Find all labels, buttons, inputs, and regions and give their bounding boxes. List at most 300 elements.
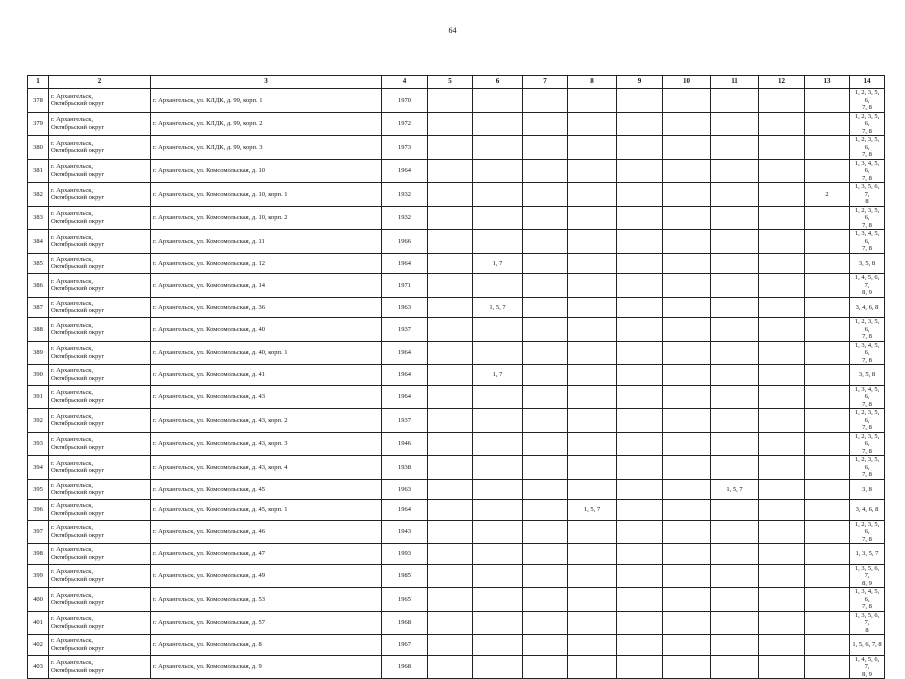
- column-9-cell: [617, 544, 663, 565]
- column-9-cell: [617, 520, 663, 544]
- location-district: Октябрьский округ: [51, 666, 105, 674]
- column-12-cell: [759, 297, 805, 318]
- column-10-cell: [663, 385, 711, 409]
- column-7-cell: [523, 206, 568, 230]
- table-row: [28, 253, 885, 274]
- column-7-cell: [523, 159, 568, 183]
- header-row: [28, 76, 885, 89]
- location-cell: [49, 206, 151, 230]
- table-row: [28, 479, 885, 500]
- column-12-cell: [759, 564, 805, 588]
- column-9-cell: [617, 112, 663, 136]
- column-11-cell: [711, 655, 759, 679]
- column-7-cell: [523, 136, 568, 160]
- location-cell: [49, 432, 151, 456]
- table-row: [28, 365, 885, 386]
- column-9-cell: [617, 635, 663, 656]
- column-6-cell: [473, 409, 523, 433]
- column-14-line-1: 3, 5, 8: [858, 371, 876, 378]
- column-6-cell: [473, 318, 523, 342]
- location-cell: [49, 544, 151, 565]
- row-number: 394: [28, 456, 49, 480]
- table-row: [28, 318, 885, 342]
- address-cell: г. Архангельск, ул. Комсомольская, д. 53: [151, 588, 382, 612]
- page-number: 64: [448, 26, 457, 35]
- column-14-line-2: 7, 8: [862, 447, 872, 455]
- year-cell: 1964: [382, 385, 428, 409]
- column-9-cell: [617, 500, 663, 521]
- location-cell: [49, 479, 151, 500]
- column-9-cell: [617, 588, 663, 612]
- column-10-cell: [663, 297, 711, 318]
- column-14-line-2: 8, 9: [862, 289, 872, 296]
- column-7-cell: [523, 456, 568, 480]
- year-cell: 1938: [382, 456, 428, 480]
- column-7-cell: [523, 183, 568, 207]
- column-7-cell: [523, 230, 568, 254]
- location-city: г. Архангельск,: [51, 591, 93, 599]
- column-14-cell: [850, 564, 885, 588]
- table-row: [28, 89, 885, 113]
- location-district: Октябрьский округ: [51, 241, 105, 249]
- location-district: Октябрьский округ: [51, 553, 105, 561]
- column-14-line-2: 7, 8: [862, 104, 872, 111]
- column-10-cell: [663, 456, 711, 480]
- column-14-cell: [850, 588, 885, 612]
- column-9-cell: [617, 479, 663, 500]
- column-8-cell: [568, 183, 617, 207]
- column-12-cell: [759, 409, 805, 433]
- row-number: 381: [28, 159, 49, 183]
- column-8-cell: [568, 456, 617, 480]
- column-11-cell: [711, 520, 759, 544]
- column-8-cell: [568, 159, 617, 183]
- location-cell: [49, 611, 151, 635]
- address-cell: г. Архангельск, ул. КЛДК, д. 99, корп. 2: [151, 112, 382, 136]
- location-city: г. Архангельск,: [51, 255, 93, 263]
- column-14-line-2: 7, 8: [862, 221, 872, 229]
- column-7-cell: [523, 564, 568, 588]
- column-9-cell: [617, 655, 663, 679]
- table-row: [28, 655, 885, 679]
- location-city: г. Архангельск,: [51, 502, 93, 510]
- location-city: г. Архангельск,: [51, 367, 93, 375]
- column-14-cell: [850, 89, 885, 113]
- address-cell: г. Архангельск, ул. Комсомольская, д. 11: [151, 230, 382, 254]
- column-8-cell: [568, 432, 617, 456]
- location-district: Октябрьский округ: [51, 352, 105, 360]
- column-10-cell: [663, 112, 711, 136]
- location-cell: [49, 456, 151, 480]
- column-13-cell: [805, 611, 850, 635]
- address-cell: г. Архангельск, ул. КЛДК, д. 99, корп. 1: [151, 89, 382, 113]
- column-6-cell: [473, 479, 523, 500]
- location-city: г. Архангельск,: [51, 233, 93, 241]
- column-5-cell: [428, 89, 473, 113]
- column-7-cell: [523, 611, 568, 635]
- column-10-cell: [663, 564, 711, 588]
- column-header: 12: [759, 76, 805, 89]
- column-5-cell: [428, 655, 473, 679]
- column-14-line-2: 8: [865, 198, 869, 205]
- column-12-cell: [759, 365, 805, 386]
- column-10-cell: [663, 159, 711, 183]
- column-11-cell: [711, 564, 759, 588]
- column-6-cell: [473, 112, 523, 136]
- column-14-cell: [850, 479, 885, 500]
- column-14-line-1: 3, 5, 8: [858, 259, 876, 267]
- column-14-line-2: 7, 8: [862, 333, 872, 340]
- column-13-cell: [805, 274, 850, 298]
- year-cell: 1964: [382, 500, 428, 521]
- column-14-line-1: 1, 3, 5, 6, 7,: [854, 183, 880, 198]
- column-9-cell: [617, 409, 663, 433]
- column-8-cell: [568, 318, 617, 342]
- column-6-cell: [473, 520, 523, 544]
- column-14-cell: [850, 159, 885, 183]
- location-district: Октябрьский округ: [51, 644, 105, 652]
- location-cell: [49, 274, 151, 298]
- column-10-cell: [663, 544, 711, 565]
- location-district: Октябрьский округ: [51, 329, 105, 337]
- column-7-cell: [523, 588, 568, 612]
- column-header: 2: [49, 76, 151, 89]
- column-11-cell: [711, 159, 759, 183]
- column-11-cell: [711, 136, 759, 160]
- column-14-line-1: 3, 4, 6, 8: [855, 303, 879, 311]
- column-5-cell: [428, 341, 473, 365]
- column-13-cell: [805, 159, 850, 183]
- year-cell: 1968: [382, 611, 428, 635]
- column-7-cell: [523, 253, 568, 274]
- row-number: 385: [28, 253, 49, 274]
- location-district: Октябрьский округ: [51, 420, 105, 428]
- column-14-cell: [850, 432, 885, 456]
- column-13-cell: [805, 230, 850, 254]
- column-10-cell: [663, 89, 711, 113]
- column-8-cell: [568, 112, 617, 136]
- column-14-line-1: 1, 2, 3, 5, 6,: [854, 409, 880, 424]
- location-district: Октябрьский округ: [51, 531, 105, 539]
- column-6-cell: [473, 544, 523, 565]
- table-row: [28, 432, 885, 456]
- column-11-cell: [711, 409, 759, 433]
- column-9-cell: [617, 365, 663, 386]
- column-6-cell: [473, 341, 523, 365]
- column-14-cell: [850, 500, 885, 521]
- column-8-cell: [568, 206, 617, 230]
- column-14-line-2: 7, 8: [862, 127, 872, 135]
- column-13-cell: [805, 206, 850, 230]
- column-6-cell: 1, 7: [473, 253, 523, 274]
- column-13-cell: [805, 89, 850, 113]
- location-city: г. Архангельск,: [51, 546, 93, 554]
- column-5-cell: [428, 456, 473, 480]
- column-7-cell: [523, 655, 568, 679]
- column-11-cell: [711, 274, 759, 298]
- column-14-line-1: 1, 3, 4, 5, 6,: [854, 385, 880, 400]
- column-13-cell: 2: [805, 183, 850, 207]
- column-12-cell: [759, 544, 805, 565]
- column-7-cell: [523, 365, 568, 386]
- row-number: 390: [28, 365, 49, 386]
- location-district: Октябрьский округ: [51, 100, 105, 108]
- column-5-cell: [428, 635, 473, 656]
- column-header: 8: [568, 76, 617, 89]
- column-11-cell: [711, 456, 759, 480]
- column-14-cell: [850, 611, 885, 635]
- column-10-cell: [663, 409, 711, 433]
- column-14-line-1: 1, 4, 5, 6, 7,: [854, 655, 880, 670]
- column-10-cell: [663, 479, 711, 500]
- location-cell: [49, 635, 151, 656]
- row-number: 384: [28, 230, 49, 254]
- column-11-cell: [711, 230, 759, 254]
- column-11-cell: [711, 385, 759, 409]
- column-8-cell: 1, 5, 7: [568, 500, 617, 521]
- column-6-cell: [473, 274, 523, 298]
- column-14-cell: [850, 297, 885, 318]
- location-city: г. Архангельск,: [51, 659, 93, 667]
- table-row: [28, 385, 885, 409]
- location-city: г. Архангельск,: [51, 139, 93, 147]
- column-12-cell: [759, 253, 805, 274]
- column-8-cell: [568, 385, 617, 409]
- column-5-cell: [428, 479, 473, 500]
- column-13-cell: [805, 520, 850, 544]
- column-11-cell: [711, 297, 759, 318]
- address-cell: г. Архангельск, ул. Комсомольская, д. 14: [151, 274, 382, 298]
- year-cell: 1965: [382, 588, 428, 612]
- column-9-cell: [617, 611, 663, 635]
- column-10-cell: [663, 341, 711, 365]
- column-14-line-2: 8: [865, 626, 869, 634]
- column-8-cell: [568, 89, 617, 113]
- column-7-cell: [523, 318, 568, 342]
- column-14-cell: [850, 274, 885, 298]
- column-header: 13: [805, 76, 850, 89]
- column-7-cell: [523, 544, 568, 565]
- column-14-cell: [850, 230, 885, 254]
- column-6-cell: [473, 611, 523, 635]
- column-14-line-1: 1, 3, 4, 5, 6,: [854, 341, 880, 356]
- column-12-cell: [759, 456, 805, 480]
- table-row: [28, 611, 885, 635]
- column-12-cell: [759, 136, 805, 160]
- column-5-cell: [428, 206, 473, 230]
- column-14-line-1: 1, 2, 3, 5, 6,: [854, 432, 880, 447]
- table-row: [28, 409, 885, 433]
- column-11-cell: [711, 432, 759, 456]
- column-6-cell: [473, 456, 523, 480]
- column-14-line-1: 1, 2, 3, 5, 6,: [854, 206, 880, 221]
- column-13-cell: [805, 432, 850, 456]
- column-14-line-2: 7, 8: [862, 356, 872, 364]
- location-city: г. Архангельск,: [51, 116, 93, 124]
- column-7-cell: [523, 520, 568, 544]
- column-9-cell: [617, 230, 663, 254]
- row-number: 378: [28, 89, 49, 113]
- year-cell: 1970: [382, 89, 428, 113]
- location-cell: [49, 341, 151, 365]
- column-6-cell: [473, 206, 523, 230]
- location-district: Октябрьский округ: [51, 509, 105, 517]
- column-12-cell: [759, 588, 805, 612]
- column-13-cell: [805, 544, 850, 565]
- column-header: 6: [473, 76, 523, 89]
- location-cell: [49, 253, 151, 274]
- column-header: 4: [382, 76, 428, 89]
- column-13-cell: [805, 365, 850, 386]
- row-number: 396: [28, 500, 49, 521]
- row-number: 382: [28, 183, 49, 207]
- column-13-cell: [805, 318, 850, 342]
- column-14-line-2: 8, 9: [862, 579, 872, 587]
- column-13-cell: [805, 456, 850, 480]
- column-7-cell: [523, 432, 568, 456]
- table-row: [28, 230, 885, 254]
- column-11-cell: [711, 611, 759, 635]
- column-10-cell: [663, 206, 711, 230]
- column-14-line-2: 7, 8: [862, 245, 872, 252]
- column-8-cell: [568, 520, 617, 544]
- address-cell: г. Архангельск, ул. Комсомольская, д. 9: [151, 655, 382, 679]
- column-9-cell: [617, 385, 663, 409]
- column-10-cell: [663, 253, 711, 274]
- column-9-cell: [617, 206, 663, 230]
- table-row: [28, 274, 885, 298]
- column-7-cell: [523, 479, 568, 500]
- column-14-cell: [850, 365, 885, 386]
- row-number: 401: [28, 611, 49, 635]
- row-number: 379: [28, 112, 49, 136]
- location-city: г. Архангельск,: [51, 277, 93, 285]
- column-11-cell: [711, 112, 759, 136]
- address-cell: г. Архангельск, ул. Комсомольская, д. 45: [151, 479, 382, 500]
- column-5-cell: [428, 253, 473, 274]
- column-10-cell: [663, 365, 711, 386]
- location-city: г. Архангельск,: [51, 412, 93, 420]
- column-8-cell: [568, 409, 617, 433]
- column-14-cell: [850, 655, 885, 679]
- column-header: 3: [151, 76, 382, 89]
- column-10-cell: [663, 500, 711, 521]
- address-cell: г. Архангельск, ул. Комсомольская, д. 43: [151, 385, 382, 409]
- table-row: [28, 500, 885, 521]
- column-13-cell: [805, 588, 850, 612]
- column-10-cell: [663, 520, 711, 544]
- column-5-cell: [428, 544, 473, 565]
- location-city: г. Архангельск,: [51, 186, 93, 194]
- row-number: 392: [28, 409, 49, 433]
- column-9-cell: [617, 183, 663, 207]
- location-cell: [49, 385, 151, 409]
- column-14-cell: [850, 341, 885, 365]
- column-9-cell: [617, 432, 663, 456]
- column-5-cell: [428, 500, 473, 521]
- column-12-cell: [759, 655, 805, 679]
- column-5-cell: [428, 520, 473, 544]
- column-7-cell: [523, 385, 568, 409]
- table-row: [28, 456, 885, 480]
- column-header: 9: [617, 76, 663, 89]
- column-5-cell: [428, 365, 473, 386]
- year-cell: 1932: [382, 206, 428, 230]
- column-6-cell: [473, 89, 523, 113]
- column-8-cell: [568, 230, 617, 254]
- location-district: Октябрьский округ: [51, 599, 105, 607]
- column-11-cell: [711, 183, 759, 207]
- column-12-cell: [759, 432, 805, 456]
- column-11-cell: [711, 206, 759, 230]
- column-14-cell: [850, 183, 885, 207]
- column-12-cell: [759, 206, 805, 230]
- location-district: Октябрьский округ: [51, 575, 105, 583]
- column-12-cell: [759, 112, 805, 136]
- location-cell: [49, 409, 151, 433]
- column-10-cell: [663, 183, 711, 207]
- column-14-line-1: 1, 2, 3, 5, 6,: [854, 456, 880, 471]
- row-number: 386: [28, 274, 49, 298]
- address-cell: г. Архангельск, ул. Комсомольская, д. 10: [151, 159, 382, 183]
- location-district: Октябрьский округ: [51, 170, 105, 178]
- column-9-cell: [617, 136, 663, 160]
- column-14-line-1: 1, 3, 5, 6, 7,: [854, 611, 880, 626]
- location-district: Октябрьский округ: [51, 622, 105, 630]
- column-14-line-2: 7, 8: [862, 174, 872, 182]
- column-6-cell: [473, 230, 523, 254]
- location-cell: [49, 297, 151, 318]
- column-13-cell: [805, 136, 850, 160]
- address-cell: г. Архангельск, ул. Комсомольская, д. 43, корп. 4: [151, 456, 382, 480]
- column-14-cell: [850, 544, 885, 565]
- location-cell: [49, 588, 151, 612]
- location-cell: [49, 655, 151, 679]
- column-13-cell: [805, 253, 850, 274]
- address-cell: г. Архангельск, ул. Комсомольская, д. 36: [151, 297, 382, 318]
- location-district: Октябрьский округ: [51, 285, 105, 293]
- column-12-cell: [759, 520, 805, 544]
- column-6-cell: [473, 500, 523, 521]
- address-cell: г. Архангельск, ул. Комсомольская, д. 10, корп. 1: [151, 183, 382, 207]
- column-14-line-1: 1, 2, 3, 5, 6,: [854, 112, 880, 127]
- column-14-line-2: 7, 8: [862, 151, 872, 158]
- column-13-cell: [805, 655, 850, 679]
- year-cell: 1968: [382, 655, 428, 679]
- column-14-line-1: 3, 8: [862, 485, 872, 493]
- location-district: Октябрьский округ: [51, 147, 105, 155]
- column-13-cell: [805, 635, 850, 656]
- column-10-cell: [663, 432, 711, 456]
- column-14-cell: [850, 318, 885, 342]
- housing-registry-table: [27, 75, 885, 679]
- column-14-cell: [850, 456, 885, 480]
- column-header: 10: [663, 76, 711, 89]
- address-cell: г. Архангельск, ул. Комсомольская, д. 43, корп. 2: [151, 409, 382, 433]
- column-header: 1: [28, 76, 49, 89]
- column-11-cell: [711, 588, 759, 612]
- address-cell: г. Архангельск, ул. Комсомольская, д. 57: [151, 611, 382, 635]
- year-cell: 1963: [382, 479, 428, 500]
- location-district: Октябрьский округ: [51, 217, 105, 225]
- column-9-cell: [617, 456, 663, 480]
- column-14-cell: [850, 253, 885, 274]
- table-row: [28, 341, 885, 365]
- table-row: [28, 588, 885, 612]
- column-8-cell: [568, 655, 617, 679]
- year-cell: 1972: [382, 112, 428, 136]
- column-9-cell: [617, 318, 663, 342]
